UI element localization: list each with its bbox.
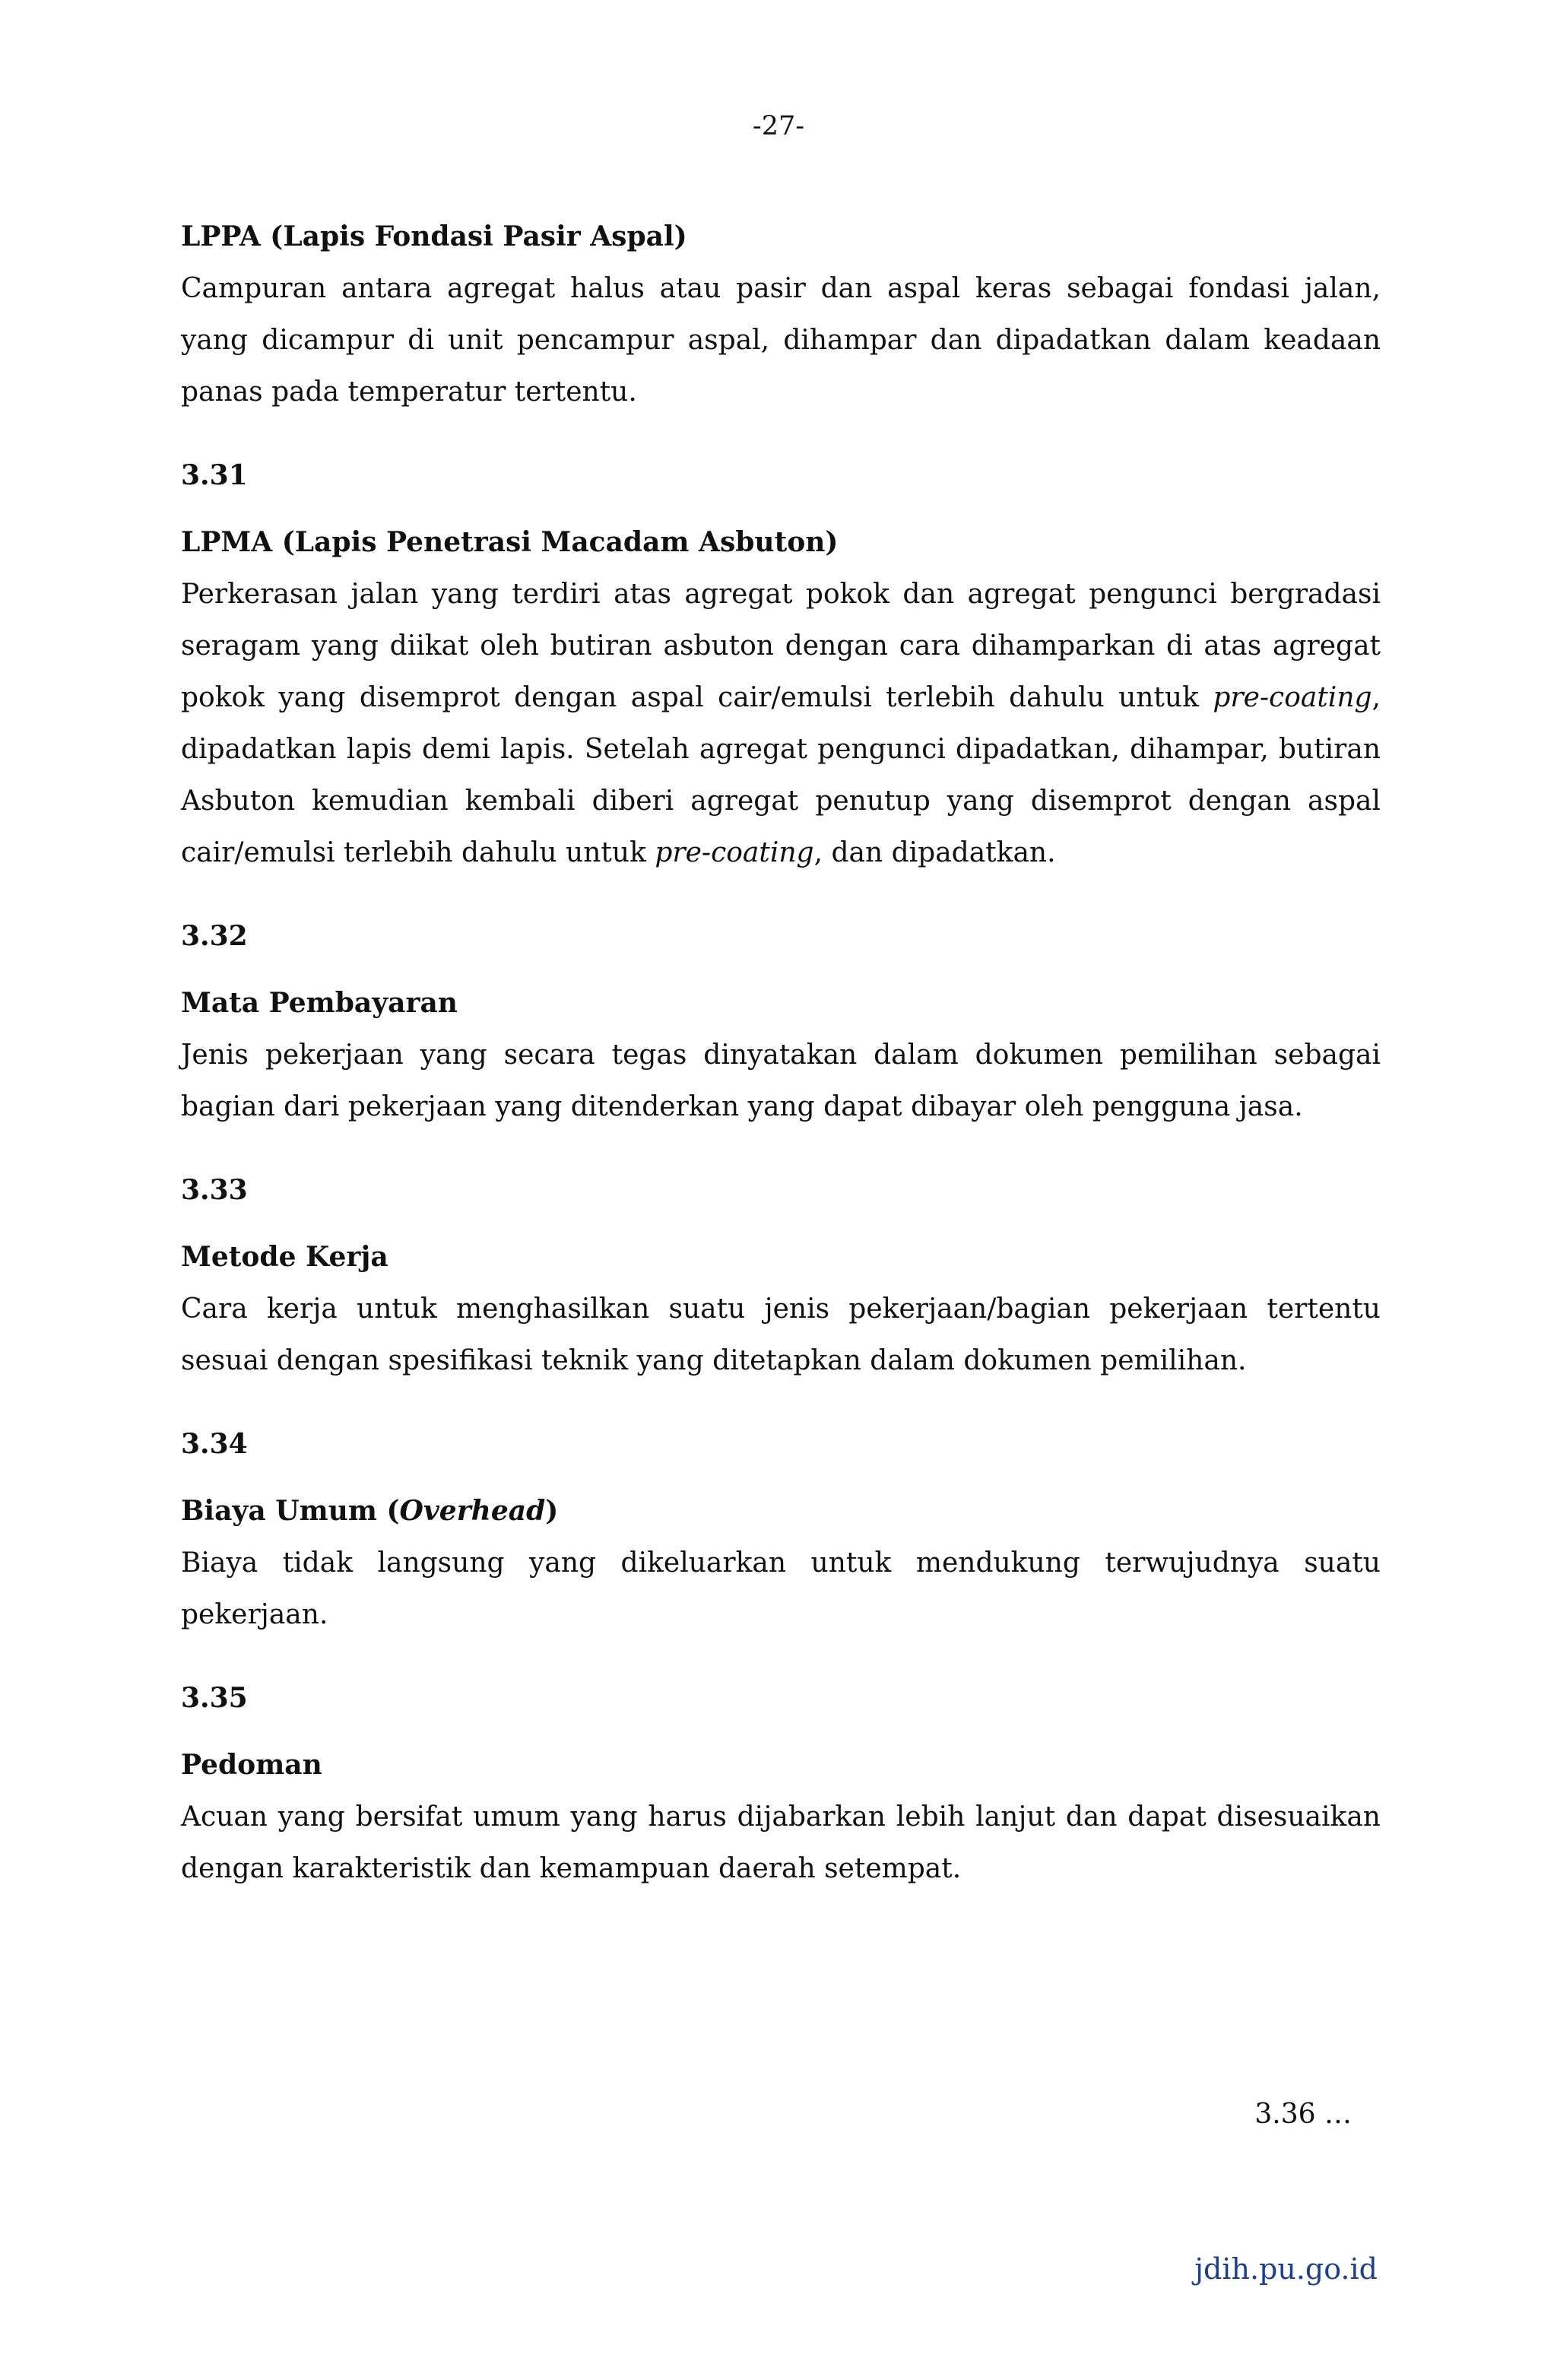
section-number: 3.31 bbox=[181, 459, 248, 491]
term-definition: Acuan yang bersifat umum yang harus dijabarkan lebih lanjut dan dapat disesuaikan dengan karakteristik dan kemampuan daerah setempat. bbox=[181, 1801, 1381, 1884]
document-body bbox=[181, 217, 1381, 1895]
page-number: -27- bbox=[752, 111, 805, 141]
definition-entry-lppa bbox=[181, 217, 1381, 418]
definition-entry-3-34 bbox=[181, 1425, 1381, 1641]
section-number: 3.33 bbox=[181, 1174, 248, 1206]
definition-text: , dipadatkan lapis demi lapis. Setelah agregat pengunci dipadatkan, dihampar, butiran Asbuton kemudian kembali diberi agregat penutup yang disemprot dengan aspal cair/emulsi terlebih dahulu untuk bbox=[181, 682, 1381, 868]
footer-link[interactable]: jdih.pu.go.id bbox=[1194, 2252, 1378, 2286]
term-definition bbox=[181, 569, 1381, 879]
italic-term: Overhead bbox=[399, 1495, 546, 1527]
definition-entry-3-31 bbox=[181, 456, 1381, 879]
term-definition: Cara kerja untuk menghasilkan suatu jenis pekerjaan/bagian pekerjaan tertentu sesuai dengan spesifikasi teknik yang ditetapkan dalam dokumen pemilihan. bbox=[181, 1293, 1381, 1376]
term-definition: Jenis pekerjaan yang secara tegas dinyatakan dalam dokumen pemilihan sebagai bagian dari pekerjaan yang ditenderkan yang dapat dibayar oleh pengguna jasa. bbox=[181, 1039, 1381, 1122]
section-number: 3.35 bbox=[181, 1682, 248, 1714]
term-text: ) bbox=[545, 1495, 559, 1527]
term-heading: LPMA (Lapis Penetrasi Macadam Asbuton) bbox=[181, 526, 839, 558]
definition-entry-3-32 bbox=[181, 917, 1381, 1133]
section-number: 3.34 bbox=[181, 1428, 248, 1460]
term-text: Biaya Umum ( bbox=[181, 1495, 400, 1527]
definition-entry-3-35 bbox=[181, 1679, 1381, 1895]
term-heading: Metode Kerja bbox=[181, 1241, 388, 1273]
term-heading bbox=[181, 1492, 1381, 1530]
definition-text: , dan dipadatkan. bbox=[813, 837, 1056, 868]
term-definition: Campuran antara agregat halus atau pasir dan aspal keras sebagai fondasi jalan, yang dicampur di unit pencampur aspal, dihampar dan dipadatkan dalam keadaan panas pada temperatur tertentu. bbox=[181, 273, 1381, 408]
term-heading: Mata Pembayaran bbox=[181, 987, 458, 1019]
section-number: 3.32 bbox=[181, 920, 248, 952]
term-definition: Biaya tidak langsung yang dikeluarkan untuk mendukung terwujudnya suatu pekerjaan. bbox=[181, 1547, 1381, 1630]
definition-text: Perkerasan jalan yang terdiri atas agregat pokok dan agregat pengunci bergradasi seragam yang diikat oleh butiran asbuton dengan cara dihamparkan di atas agregat pokok yang disemprot dengan aspal cair/emulsi terlebih dahulu untuk bbox=[181, 579, 1381, 713]
italic-term: pre-coating bbox=[655, 837, 814, 868]
term-heading: LPPA (Lapis Fondasi Pasir Aspal) bbox=[181, 221, 687, 252]
term-heading: Pedoman bbox=[181, 1749, 322, 1781]
definition-entry-3-33 bbox=[181, 1171, 1381, 1387]
italic-term: pre-coating bbox=[1213, 682, 1372, 713]
continuation-marker: 3.36 … bbox=[1254, 2099, 1352, 2130]
